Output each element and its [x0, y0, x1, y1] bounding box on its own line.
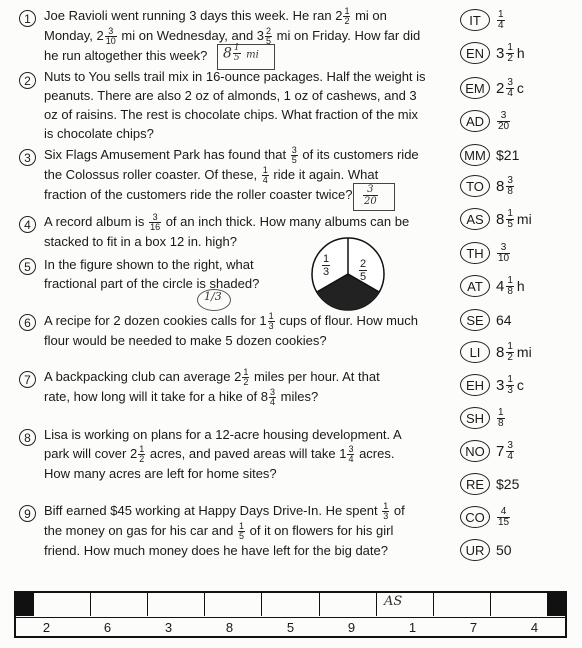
problem-6: A recipe for 2 dozen cookies calls for 1 $\frac{1}{3}$ cups of flour. How much flour would be needed to make 5 dozen cookies? — [44, 311, 418, 349]
answer-value: 64 — [496, 312, 512, 328]
answer-value: 3 10 — [498, 241, 510, 264]
problem-2: Nuts to You sells trail mix in 16-ounce packages. Half the weight is peanuts. There are also 2 oz of almonds, 1 oz of cashews, and 3 oz of raisins. The rest is chocolate chips. What fraction of the mix is chocolate chips? — [44, 69, 426, 141]
problem-number: 2 — [19, 72, 36, 89]
answer-code: UR — [460, 539, 490, 561]
answer-grid-blanks — [34, 593, 547, 616]
problem-1: Joe Ravioli went running 3 days this week. He ran 2 $\frac{1}{2}$ mi on Monday, 2 $\frac{3}{10}$ mi on Wednesday, and 3 $\frac{2}{5}$ mi on Friday. How far did he run altogether this week? — [44, 6, 421, 64]
answer-code: MM — [460, 144, 490, 166]
problem-number: 8 — [19, 429, 36, 446]
answer-choice-eh — [460, 371, 524, 399]
grid-blank-cell[interactable] — [205, 593, 262, 616]
grid-edge-left — [16, 593, 34, 616]
answer-choice-en — [460, 39, 525, 67]
handwritten-answer: 1/3 — [204, 290, 222, 303]
problem-9: Biff earned $45 working at Happy Days Drive-In. He spent $\frac{1}{3}$ of the money on gas for his car and $\frac{1}{5}$ of it on flowers for his girl friend. How much money does he have left for the big date? — [44, 501, 405, 559]
answer-choice-ad — [460, 107, 511, 135]
answer-choice-th — [460, 239, 511, 267]
answer-value: $21 — [496, 147, 520, 163]
answer-value: 1 8 — [498, 406, 504, 429]
grid-number-cell: 6 — [103, 620, 112, 635]
problem-7: A backpacking club can average 2 $\frac{1}{2}$ miles per hour. At that rate, how long will it take for a hike of 8 $\frac{3}{4}$ miles? — [44, 367, 380, 408]
problem-number: 9 — [19, 505, 36, 522]
answer-code: TO — [460, 175, 490, 197]
grid-number-cell: 3 — [164, 620, 173, 635]
answer-value: 50 — [496, 542, 512, 558]
answer-choice-to — [460, 172, 515, 200]
grid-number-cell: 9 — [347, 620, 356, 635]
sector-label-2: $\frac{2}{5}$ — [360, 258, 367, 283]
answer-value: 8 3 8 — [496, 174, 513, 197]
answer-code: AS — [460, 208, 490, 230]
grid-number-cell: 8 — [225, 620, 234, 635]
grid-blank-cell[interactable] — [91, 593, 148, 616]
answer-value: 7 3 4 — [496, 439, 513, 462]
problem-3: Six Flags Amusement Park has found that $\frac{3}{5}$ of its customers ride the Colossus roller coaster. Of these, $\frac{1}{4}$ ride it again. What fraction of the customers ride the roller coaster twice? — [44, 145, 419, 203]
answer-choice-re — [460, 470, 519, 498]
answer-value: 2 3 4 c — [496, 76, 524, 99]
answer-value: 8 1 5 mi — [496, 207, 532, 230]
problem-5: In the figure shown to the right, what fractional part of the circle is shaded? — [44, 257, 260, 291]
grid-blank-cell[interactable] — [34, 593, 91, 616]
answer-choice-mm — [460, 141, 519, 169]
answer-choice-as — [460, 205, 532, 233]
answer-value: $25 — [496, 476, 520, 492]
sector-label-1: $\frac{1}{3}$ — [323, 253, 330, 278]
grid-number-cell: 7 — [469, 620, 478, 635]
answer-choice-ur — [460, 536, 512, 564]
problem-8: Lisa is working on plans for a 12-acre housing development. A park will cover 2 $\frac{1}{2}$ acres, and paved areas will take 1 $\frac{3}{4}$ acres. How many acres are left for home sites? — [44, 427, 402, 482]
answer-choice-se — [460, 306, 512, 334]
answer-choice-it — [460, 6, 506, 34]
answer-code: LI — [460, 341, 490, 363]
grid-edge-right — [547, 593, 565, 616]
answer-code: TH — [460, 242, 490, 264]
answer-choice-at — [460, 272, 525, 300]
handwritten-answer: 8 $\frac{1}{5}$ mi — [223, 43, 259, 63]
answer-code: RE — [460, 473, 490, 495]
grid-number-cell: 5 — [286, 620, 295, 635]
answer-value: 3 1 3 c — [496, 373, 524, 396]
handwritten-answer: $\frac{3}{20}$ — [364, 184, 377, 207]
problem-number: 5 — [19, 258, 36, 275]
answer-choice-sh — [460, 404, 506, 432]
answer-code: EM — [460, 77, 490, 99]
answer-code: IT — [460, 9, 490, 31]
answer-value: 3 20 — [498, 109, 510, 132]
answer-code: AD — [460, 110, 490, 132]
grid-blank-cell[interactable] — [434, 593, 491, 616]
problem-4: A record album is $\frac{3}{16}$ of an inch thick. How many albums can be stacked to fit in a box 12 in. high? — [44, 212, 410, 250]
grid-blank-cell[interactable] — [148, 593, 205, 616]
problem-number: 4 — [19, 216, 36, 233]
answer-code: EN — [460, 42, 490, 64]
answer-value: 8 1 2 mi — [496, 340, 532, 363]
answer-code: AT — [460, 275, 490, 297]
grid-blank-cell[interactable] — [262, 593, 319, 616]
grid-blank-cell[interactable] — [491, 593, 547, 616]
answer-value: 4 1 8 h — [496, 274, 525, 297]
answer-choice-em — [460, 74, 524, 102]
grid-blank-cell[interactable] — [320, 593, 377, 616]
grid-number-cell: 2 — [42, 620, 51, 635]
answer-value: 1 4 — [498, 8, 504, 31]
problem-number: 1 — [19, 10, 36, 27]
answer-value: 4 15 — [498, 505, 510, 528]
problem-number: 7 — [19, 371, 36, 388]
grid-number-cell: 1 — [408, 620, 417, 635]
answer-code: SE — [460, 309, 490, 331]
answer-code: EH — [460, 374, 490, 396]
answer-choice-co — [460, 503, 511, 531]
answer-code: CO — [460, 506, 490, 528]
handwritten-grid-answer: AS — [384, 594, 403, 609]
answer-choice-li — [460, 338, 532, 366]
answer-value: 3 1 2 h — [496, 41, 525, 64]
answer-code: NO — [460, 440, 490, 462]
answer-code: SH — [460, 407, 490, 429]
grid-number-cell: 4 — [530, 620, 539, 635]
problem-number: 6 — [19, 314, 36, 331]
answer-choice-no — [460, 437, 515, 465]
answer-grid-numbers — [16, 617, 565, 637]
problem-number: 3 — [19, 149, 36, 166]
